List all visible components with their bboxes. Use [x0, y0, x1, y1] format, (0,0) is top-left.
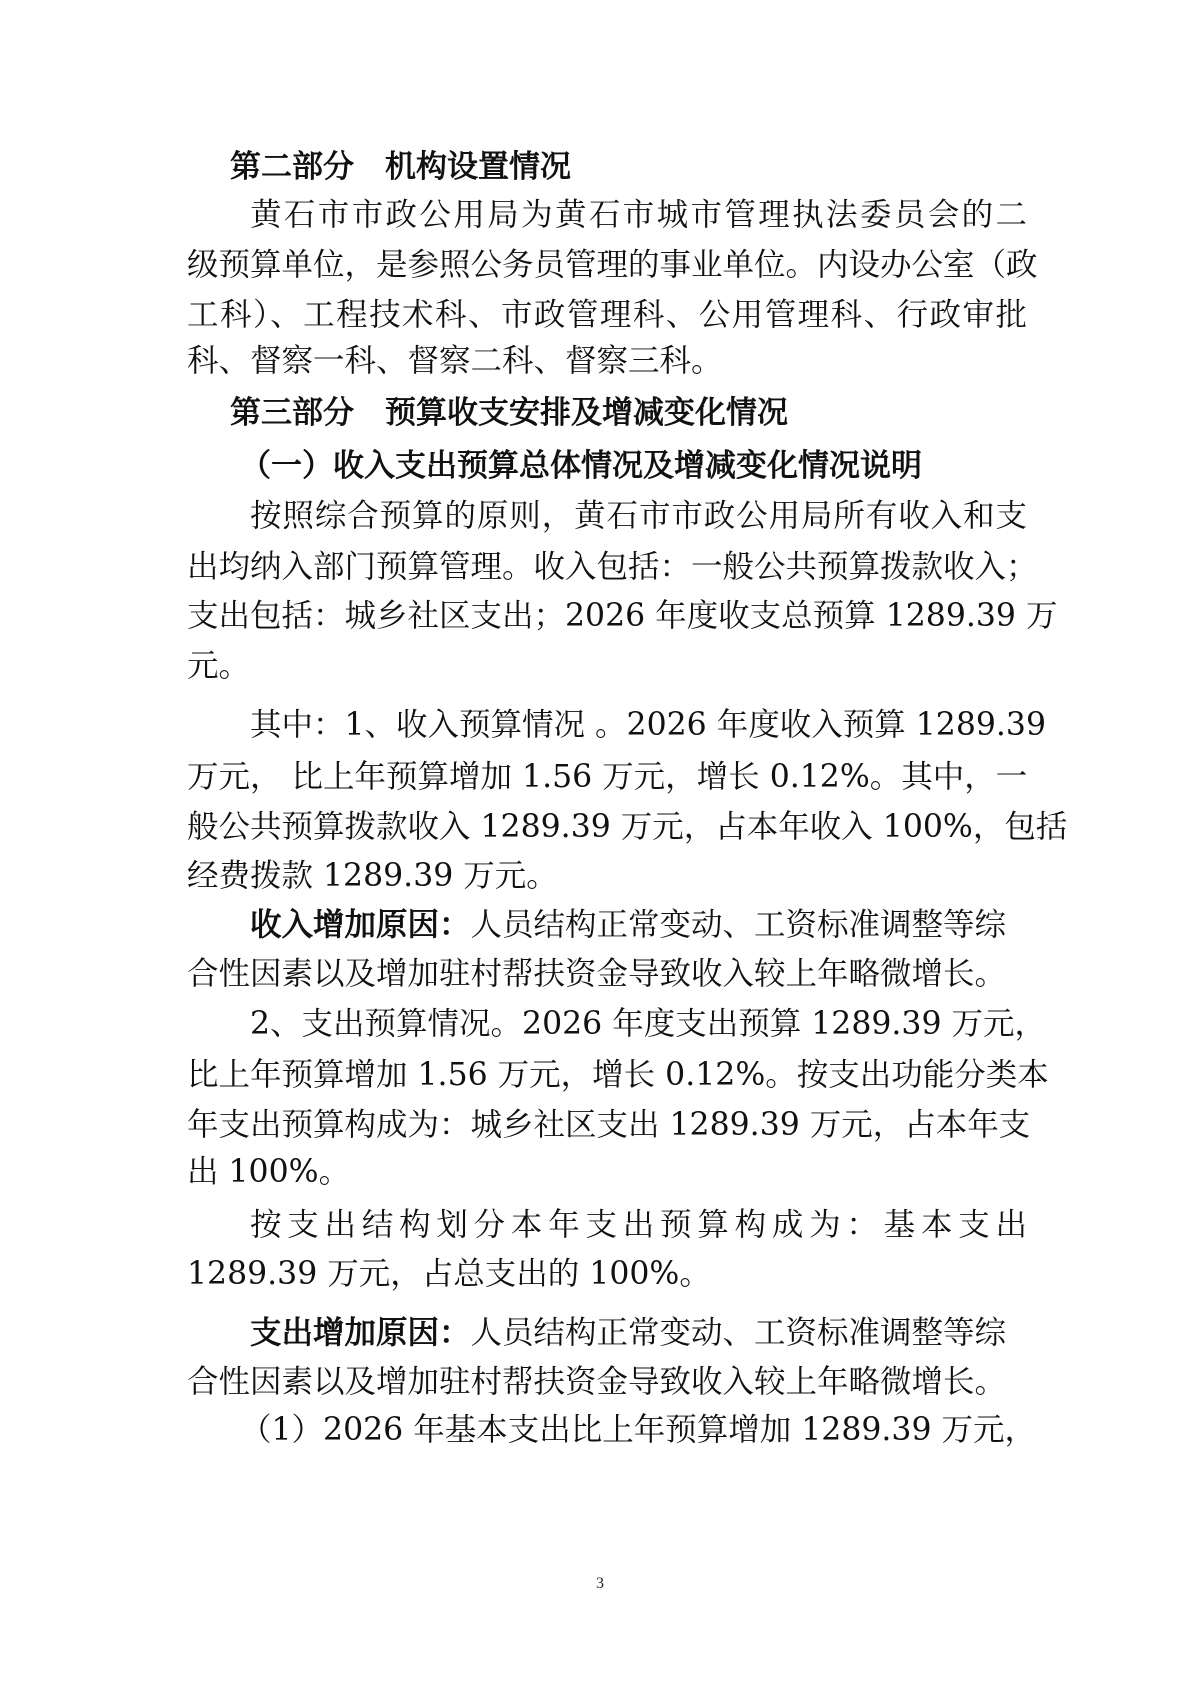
- expense-reason-line: [250, 1308, 1027, 1358]
- paragraph-line: 按照综合预算的原则，黄石市市政公用局所有收入和支: [250, 498, 1027, 534]
- paragraph-line: 元。: [187, 648, 251, 684]
- paragraph-line: 合性因素以及增加驻村帮扶资金导致收入较上年略微增长。: [187, 1364, 1007, 1400]
- income-reason-line: [250, 900, 1027, 950]
- paragraph-line: 万元， 比上年预算增加 1.56 万元，增长 0.12%。其中，一: [187, 759, 1028, 795]
- paragraph-line: 工科）、工程技术科、市政管理科、公用管理科、行政审批: [187, 297, 1027, 333]
- paragraph-line: 出 100%。: [187, 1154, 351, 1190]
- paragraph-line: 支出包括：城乡社区支出；2026 年度收支总预算 1289.39 万: [187, 598, 1058, 634]
- paragraph-line: 般公共预算拨款收入 1289.39 万元，占本年收入 100%，包括: [187, 809, 1068, 845]
- paragraph-line: 1289.39 万元，占总支出的 100%。: [187, 1256, 711, 1292]
- part3-heading: 第三部分 预算收支安排及增减变化情况: [230, 395, 788, 431]
- paragraph-line: 年支出预算构成为：城乡社区支出 1289.39 万元，占本年支: [187, 1107, 1031, 1143]
- paragraph-line: 其中：1、收入预算情况 。2026 年度收入预算 1289.39: [250, 707, 1047, 743]
- paragraph-line: 级预算单位，是参照公务员管理的事业单位。内设办公室（政: [187, 247, 1038, 283]
- expense-reason-text: 人员结构正常变动、工资标准调整等综: [470, 1315, 1007, 1351]
- section-subheading: （一）收入支出预算总体情况及增减变化情况说明: [240, 448, 922, 484]
- income-reason-text: 人员结构正常变动、工资标准调整等综: [470, 907, 1007, 943]
- paragraph-line: 2、支出预算情况。2026 年度支出预算 1289.39 万元，: [250, 1006, 1047, 1042]
- paragraph-line: 比上年预算增加 1.56 万元，增长 0.12%。按支出功能分类本: [187, 1057, 1049, 1093]
- paragraph-line: 经费拨款 1289.39 万元。: [187, 858, 558, 894]
- paragraph-line: 按支出结构划分本年支出预算构成为：基本支出: [250, 1207, 1027, 1243]
- paragraph-line: 出均纳入部门预算管理。收入包括：一般公共预算拨款收入；: [187, 549, 1038, 585]
- paragraph-line: 合性因素以及增加驻村帮扶资金导致收入较上年略微增长。: [187, 956, 1007, 992]
- paragraph-line: （1）2026 年基本支出比上年预算增加 1289.39 万元，: [240, 1412, 1037, 1448]
- paragraph-line: 黄石市市政公用局为黄石市城市管理执法委员会的二: [250, 197, 1027, 233]
- paragraph-line: 科、督察一科、督察二科、督察三科。: [187, 343, 723, 379]
- page-number: 3: [596, 1575, 604, 1592]
- expense-reason-label: 支出增加原因：: [250, 1315, 471, 1351]
- income-reason-label: 收入增加原因：: [250, 907, 471, 943]
- part2-heading: 第二部分 机构设置情况: [230, 149, 571, 185]
